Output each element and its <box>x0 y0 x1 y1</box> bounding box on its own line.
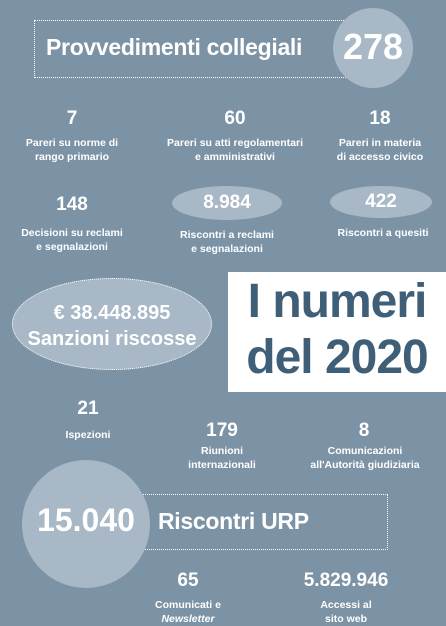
stat-label: Pareri su atti regolamentari e amministrativi <box>167 137 303 163</box>
stat-value: 65 <box>177 570 199 591</box>
stat-value: 18 <box>369 108 391 129</box>
stat-label: Comunicazioni all'Autorità giudiziaria <box>310 445 420 471</box>
stat-label: Riscontri a reclami e segnalazioni <box>180 229 274 255</box>
stat-label: Accessi al sito web <box>320 599 372 625</box>
urp-value: 15.040 <box>37 502 135 538</box>
stat-value: 179 <box>206 420 238 441</box>
urp-title: Riscontri URP <box>158 508 309 534</box>
headline-line1: I numeri <box>247 275 427 328</box>
stat-value: 60 <box>224 108 246 129</box>
stat-label: Riunioni internazionali <box>188 445 256 471</box>
headline-line2: del 2020 <box>246 331 428 384</box>
stat-label: Pareri in materia di accesso civico <box>336 137 424 163</box>
stat-value: 8 <box>358 420 370 441</box>
stat-value: 21 <box>77 398 99 419</box>
stat-value: 422 <box>365 191 397 212</box>
sanzioni-label: Sanzioni riscosse <box>27 328 197 350</box>
stat-label: Ispezioni <box>65 429 111 441</box>
stat-label: Decisioni su reclami e segnalazioni <box>21 227 123 253</box>
stat-value: 148 <box>56 194 88 215</box>
provvedimenti-value: 278 <box>342 26 404 67</box>
stat-label: Pareri su norme di rango primario <box>25 137 119 163</box>
stat-value: 7 <box>66 108 78 129</box>
sanzioni-amount: € 38.448.895 <box>53 302 171 324</box>
stat-label: Riscontri a quesiti <box>337 227 429 239</box>
stat-value: 5.829.946 <box>303 570 389 591</box>
provvedimenti-title: Provvedimenti collegiali <box>46 34 303 60</box>
stat-label: Comunicati e Newsletter <box>155 599 221 625</box>
stat-value: 8.984 <box>203 192 251 213</box>
